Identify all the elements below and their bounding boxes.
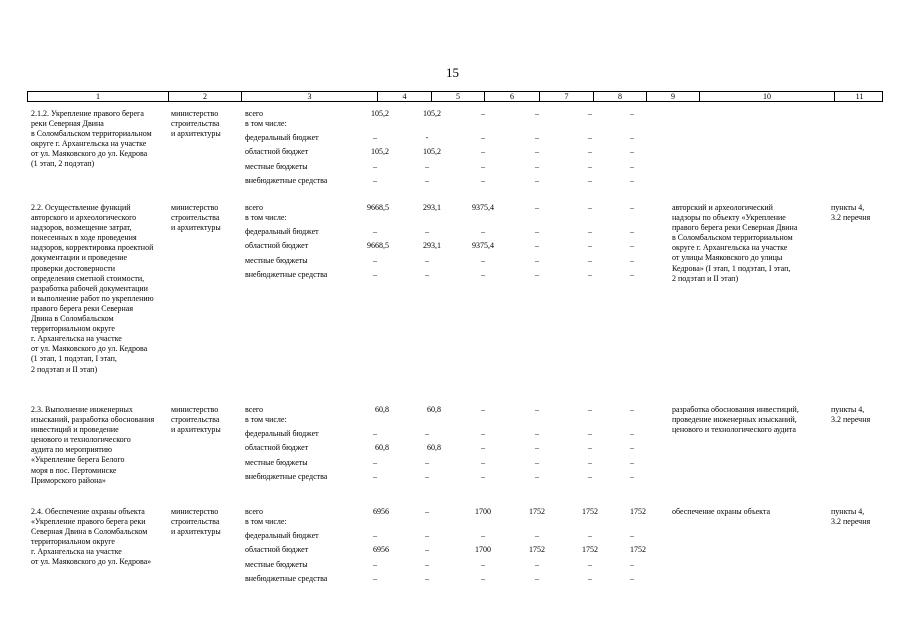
funding-value: – — [373, 162, 377, 171]
budget-source-label: всего — [245, 109, 264, 118]
funding-value: 105,2 — [423, 109, 441, 118]
funding-value: 6956 — [373, 507, 389, 516]
funding-value: – — [373, 270, 377, 279]
measure-name: 2.1.2. Укрепление правого берега реки Северная Двина в Соломбальском территориальном округе г. Архангельска на участке от ул. Маяковского до ул. Кедрова (1 этап, 2 подэтап) — [31, 109, 152, 169]
funding-value: 105,2 — [371, 147, 389, 156]
funding-value: – — [425, 270, 429, 279]
funding-value: 9668,5 — [367, 241, 389, 250]
responsible-executor: министерство строительства и архитектуры — [171, 507, 221, 537]
funding-value: – — [373, 560, 377, 569]
budget-source-label: всего — [245, 507, 264, 516]
expected-result: обеспечение охраны объекта — [672, 507, 771, 516]
funding-value: 293,1 — [423, 241, 441, 250]
budget-source-label: местные бюджеты — [245, 458, 308, 467]
budget-source-label: областной бюджет — [245, 147, 309, 156]
funding-value: – — [373, 429, 377, 438]
budget-source-label: федеральный бюджет — [245, 531, 319, 540]
funding-value: – — [425, 560, 429, 569]
funding-value: 105,2 — [371, 109, 389, 118]
funding-value: – — [425, 531, 429, 540]
funding-value: – — [630, 241, 634, 250]
funding-value: – — [588, 574, 592, 583]
funding-value: – — [535, 443, 539, 452]
budget-source-label: в том числе: — [245, 119, 287, 128]
table-header — [27, 91, 883, 102]
funding-value: – — [481, 162, 485, 171]
funding-value: – — [425, 458, 429, 467]
funding-value: – — [588, 203, 592, 212]
funding-value: – — [588, 256, 592, 265]
budget-source-label: местные бюджеты — [245, 560, 308, 569]
funding-value: 60,8 — [375, 443, 389, 452]
funding-value: – — [373, 574, 377, 583]
funding-value: 60,8 — [427, 405, 441, 414]
funding-value: – — [481, 429, 485, 438]
budget-source-label: областной бюджет — [245, 443, 309, 452]
funding-value: – — [481, 176, 485, 185]
measure-name: 2.3. Выполнение инженерных изысканий, разработка обоснования инвестиций и проведение ценового и технологического аудита по мероприятию «Укрепление берега Белого моря в пос. Пертоминске Приморского района» — [31, 405, 155, 485]
funding-value: – — [630, 472, 634, 481]
funding-value: – — [535, 405, 539, 414]
funding-value: – — [535, 241, 539, 250]
funding-value: – — [535, 203, 539, 212]
funding-value: – — [588, 227, 592, 236]
col-header-3: 3 — [241, 92, 377, 101]
responsible-executor: министерство строительства и архитектуры — [171, 405, 221, 435]
funding-value: – — [373, 227, 377, 236]
col-header-4: 4 — [377, 92, 431, 101]
measure-name: 2.2. Осуществление функций авторского и археологического надзоров, возмещение затрат, понесенных в ходе проведения надзоров, корректировка проектной документации и проведение проверки достоверности определения сметной стоимости, разработка рабочей документации и выполнение работ по укреплению правого берега реки Северная Двина в Соломбальском территориальном округе г. Архангельска на участке от ул. Маяковского до ул. Кедрова (1 этап, 1 подэтап, I этап, 2 подэтап и II этап) — [31, 203, 154, 374]
budget-source-label: внебюджетные средства — [245, 574, 328, 583]
funding-value: 1752 — [582, 545, 598, 554]
funding-value: – — [630, 560, 634, 569]
funding-value: – — [481, 270, 485, 279]
col-header-7: 7 — [539, 92, 593, 101]
funding-value: – — [481, 458, 485, 467]
funding-value: – — [630, 176, 634, 185]
funding-value: 1752 — [582, 507, 598, 516]
funding-value: – — [481, 405, 485, 414]
budget-source-label: в том числе: — [245, 415, 287, 424]
funding-value: – — [535, 227, 539, 236]
funding-value: 6956 — [373, 545, 389, 554]
funding-value: – — [425, 507, 429, 516]
reference-points: пункты 4, 3.2 перечня — [831, 203, 871, 223]
budget-source-label: в том числе: — [245, 517, 287, 526]
funding-value: – — [425, 176, 429, 185]
funding-value: – — [373, 458, 377, 467]
funding-value: – — [535, 147, 539, 156]
col-header-1: 1 — [96, 92, 100, 101]
budget-source-label: в том числе: — [245, 213, 287, 222]
funding-value: 9375,4 — [472, 241, 494, 250]
funding-value: – — [630, 162, 634, 171]
funding-value: 105,2 — [423, 147, 441, 156]
funding-value: – — [588, 270, 592, 279]
funding-value: – — [535, 560, 539, 569]
funding-value: – — [588, 147, 592, 156]
funding-value: – — [630, 109, 634, 118]
funding-value: – — [588, 405, 592, 414]
funding-value: – — [481, 531, 485, 540]
funding-value: – — [588, 109, 592, 118]
funding-value: – — [588, 458, 592, 467]
funding-value: – — [425, 429, 429, 438]
col-header-9: 9 — [646, 92, 699, 101]
funding-value: - — [425, 133, 429, 142]
funding-value: – — [481, 574, 485, 583]
budget-source-label: областной бюджет — [245, 241, 309, 250]
page-number: 15 — [446, 65, 459, 80]
funding-value: 9668,5 — [367, 203, 389, 212]
expected-result: разработка обоснования инвестиций, проведение инженерных изысканий, ценового и технологического аудита — [672, 405, 799, 435]
funding-value: – — [630, 574, 634, 583]
funding-value: – — [535, 458, 539, 467]
funding-value: 1752 — [529, 507, 545, 516]
funding-value: – — [630, 531, 634, 540]
funding-value: – — [588, 472, 592, 481]
funding-value: – — [425, 227, 429, 236]
funding-value: – — [425, 472, 429, 481]
funding-value: – — [425, 574, 429, 583]
funding-value: 60,8 — [427, 443, 441, 452]
budget-source-label: федеральный бюджет — [245, 227, 319, 236]
measure-name: 2.4. Обеспечение охраны объекта «Укрепление правого берега реки Северная Двина в Соломбальском территориальном округе г. Архангельска на участке от ул. Маяковского до ул. Кедрова» — [31, 507, 152, 567]
funding-value: – — [373, 472, 377, 481]
funding-value: – — [630, 147, 634, 156]
funding-value: – — [373, 256, 377, 265]
funding-value: – — [425, 545, 429, 554]
funding-value: – — [481, 133, 485, 142]
funding-value: 1752 — [529, 545, 545, 554]
funding-value: – — [425, 162, 429, 171]
budget-source-label: всего — [245, 405, 264, 414]
funding-value: – — [481, 147, 485, 156]
col-header-8: 8 — [593, 92, 646, 101]
funding-value: – — [535, 472, 539, 481]
funding-value: – — [535, 429, 539, 438]
funding-value: – — [425, 256, 429, 265]
col-header-5: 5 — [431, 92, 484, 101]
funding-value: 1752 — [630, 545, 646, 554]
reference-points: пункты 4, 3.2 перечня — [831, 507, 871, 527]
funding-value: – — [588, 560, 592, 569]
reference-points: пункты 4, 3.2 перечня — [831, 405, 871, 425]
funding-value: – — [588, 176, 592, 185]
funding-value: – — [481, 227, 485, 236]
funding-value: 1700 — [475, 507, 491, 516]
budget-source-label: внебюджетные средства — [245, 472, 328, 481]
funding-value: – — [535, 133, 539, 142]
responsible-executor: министерство строительства и архитектуры — [171, 203, 221, 233]
funding-value: – — [588, 133, 592, 142]
col-header-11: 11 — [834, 92, 884, 101]
funding-value: – — [535, 162, 539, 171]
budget-source-label: внебюджетные средства — [245, 270, 328, 279]
funding-value: – — [630, 256, 634, 265]
funding-value: – — [630, 443, 634, 452]
responsible-executor: министерство строительства и архитектуры — [171, 109, 221, 139]
funding-value: – — [588, 531, 592, 540]
col-header-2: 2 — [168, 92, 241, 101]
funding-value: 9375,4 — [472, 203, 494, 212]
funding-value: – — [630, 458, 634, 467]
funding-value: – — [630, 227, 634, 236]
budget-source-label: местные бюджеты — [245, 256, 308, 265]
funding-value: – — [588, 241, 592, 250]
funding-value: – — [630, 203, 634, 212]
funding-value: 293,1 — [423, 203, 441, 212]
funding-value: – — [535, 176, 539, 185]
funding-value: – — [535, 270, 539, 279]
funding-value: – — [535, 531, 539, 540]
funding-value: – — [535, 256, 539, 265]
funding-value: – — [588, 443, 592, 452]
funding-value: – — [481, 109, 485, 118]
funding-value: – — [481, 443, 485, 452]
funding-value: – — [373, 133, 377, 142]
budget-source-label: федеральный бюджет — [245, 133, 319, 142]
funding-value: – — [630, 270, 634, 279]
budget-source-label: внебюджетные средства — [245, 176, 328, 185]
budget-source-label: местные бюджеты — [245, 162, 308, 171]
funding-value: – — [630, 405, 634, 414]
funding-value: – — [481, 256, 485, 265]
funding-value: – — [481, 472, 485, 481]
funding-value: – — [588, 429, 592, 438]
funding-value: – — [630, 133, 634, 142]
funding-value: – — [588, 162, 592, 171]
col-header-10: 10 — [699, 92, 834, 101]
col-header-6: 6 — [484, 92, 539, 101]
funding-value: – — [535, 109, 539, 118]
funding-value: 1700 — [475, 545, 491, 554]
funding-value: – — [481, 560, 485, 569]
funding-value: – — [535, 574, 539, 583]
funding-value: 60,8 — [375, 405, 389, 414]
budget-source-label: областной бюджет — [245, 545, 309, 554]
budget-source-label: всего — [245, 203, 264, 212]
funding-value: – — [373, 176, 377, 185]
funding-value: – — [373, 531, 377, 540]
funding-value: 1752 — [630, 507, 646, 516]
funding-value: – — [630, 429, 634, 438]
expected-result: авторский и археологический надзоры по объекту «Укрепление правого берега реки Северная Двина в Соломбальском территориальном округе г. Архангельска на участке от улицы Маяковского до улицы Кедрова» (I этап, 1 подэтап, I этап, 2 подэтап и II этап) — [672, 203, 798, 283]
budget-source-label: федеральный бюджет — [245, 429, 319, 438]
